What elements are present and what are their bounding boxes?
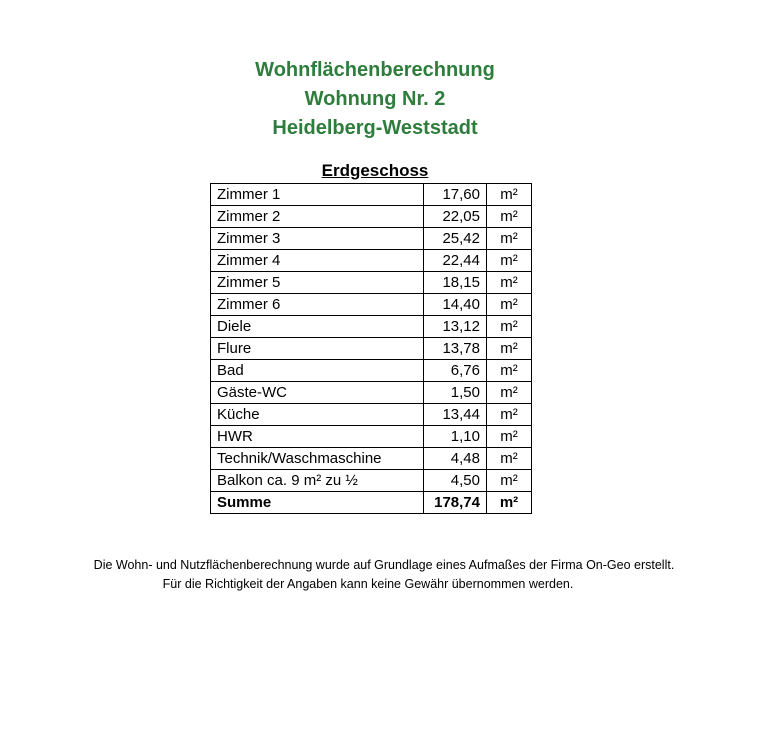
room-name: Zimmer 5 [211,272,424,294]
area-unit: m² [487,272,532,294]
room-name: Zimmer 4 [211,250,424,272]
area-unit: m² [487,360,532,382]
title-line-2: Wohnung Nr. 2 [304,88,446,110]
table-row [211,184,532,206]
document-title [0,56,750,143]
title-line-3: Heidelberg-Weststadt [272,117,478,139]
area-unit: m² [487,316,532,338]
table-row [211,294,532,316]
room-name: Diele [211,316,424,338]
table-row [211,316,532,338]
sum-unit: m² [487,492,532,514]
table-row [211,448,532,470]
sum-value: 178,74 [424,492,487,514]
room-area: 1,50 [424,382,487,404]
area-unit: m² [487,426,532,448]
room-name: Zimmer 3 [211,228,424,250]
table-row [211,250,532,272]
room-area: 18,15 [424,272,487,294]
area-unit: m² [487,382,532,404]
footnote-line-1: Die Wohn- und Nutzflächenberechnung wurde auf Grundlage eines Aufmaßes der Firma On-Geo erstellt. [93,558,675,572]
room-area: 25,42 [424,228,487,250]
area-unit: m² [487,448,532,470]
room-name: Küche [211,404,424,426]
room-name: Zimmer 6 [211,294,424,316]
table-row [211,272,532,294]
table-row [211,206,532,228]
room-area: 14,40 [424,294,487,316]
room-area: 22,05 [424,206,487,228]
room-area: 13,12 [424,316,487,338]
table-row [211,360,532,382]
sum-row [211,492,532,514]
table-row [211,404,532,426]
room-name: Gäste-WC [211,382,424,404]
table-row [211,382,532,404]
room-name: Flure [211,338,424,360]
room-area: 6,76 [424,360,487,382]
room-name: HWR [211,426,424,448]
area-unit: m² [487,404,532,426]
room-area: 17,60 [424,184,487,206]
section-heading: Erdgeschoss [321,161,429,180]
footnote-line-2: Für die Richtigkeit der Angaben kann keine Gewähr übernommen werden. [162,577,574,591]
room-name: Zimmer 2 [211,206,424,228]
area-unit: m² [487,228,532,250]
room-name: Balkon ca. 9 m² zu ½ [211,470,424,492]
room-area: 13,44 [424,404,487,426]
area-unit: m² [487,470,532,492]
table-row [211,470,532,492]
area-unit: m² [487,338,532,360]
area-unit: m² [487,250,532,272]
area-unit: m² [487,206,532,228]
room-area: 13,78 [424,338,487,360]
table-row [211,338,532,360]
room-name: Technik/Waschmaschine [211,448,424,470]
area-unit: m² [487,184,532,206]
room-area: 22,44 [424,250,487,272]
area-unit: m² [487,294,532,316]
table-row [211,426,532,448]
table-row [211,228,532,250]
title-line-1: Wohnflächenberechnung [255,59,495,81]
room-name: Zimmer 1 [211,184,424,206]
sum-label: Summe [211,492,424,514]
area-table [210,183,532,514]
footnote [0,556,768,594]
room-name: Bad [211,360,424,382]
room-area: 4,48 [424,448,487,470]
room-area: 4,50 [424,470,487,492]
room-area: 1,10 [424,426,487,448]
